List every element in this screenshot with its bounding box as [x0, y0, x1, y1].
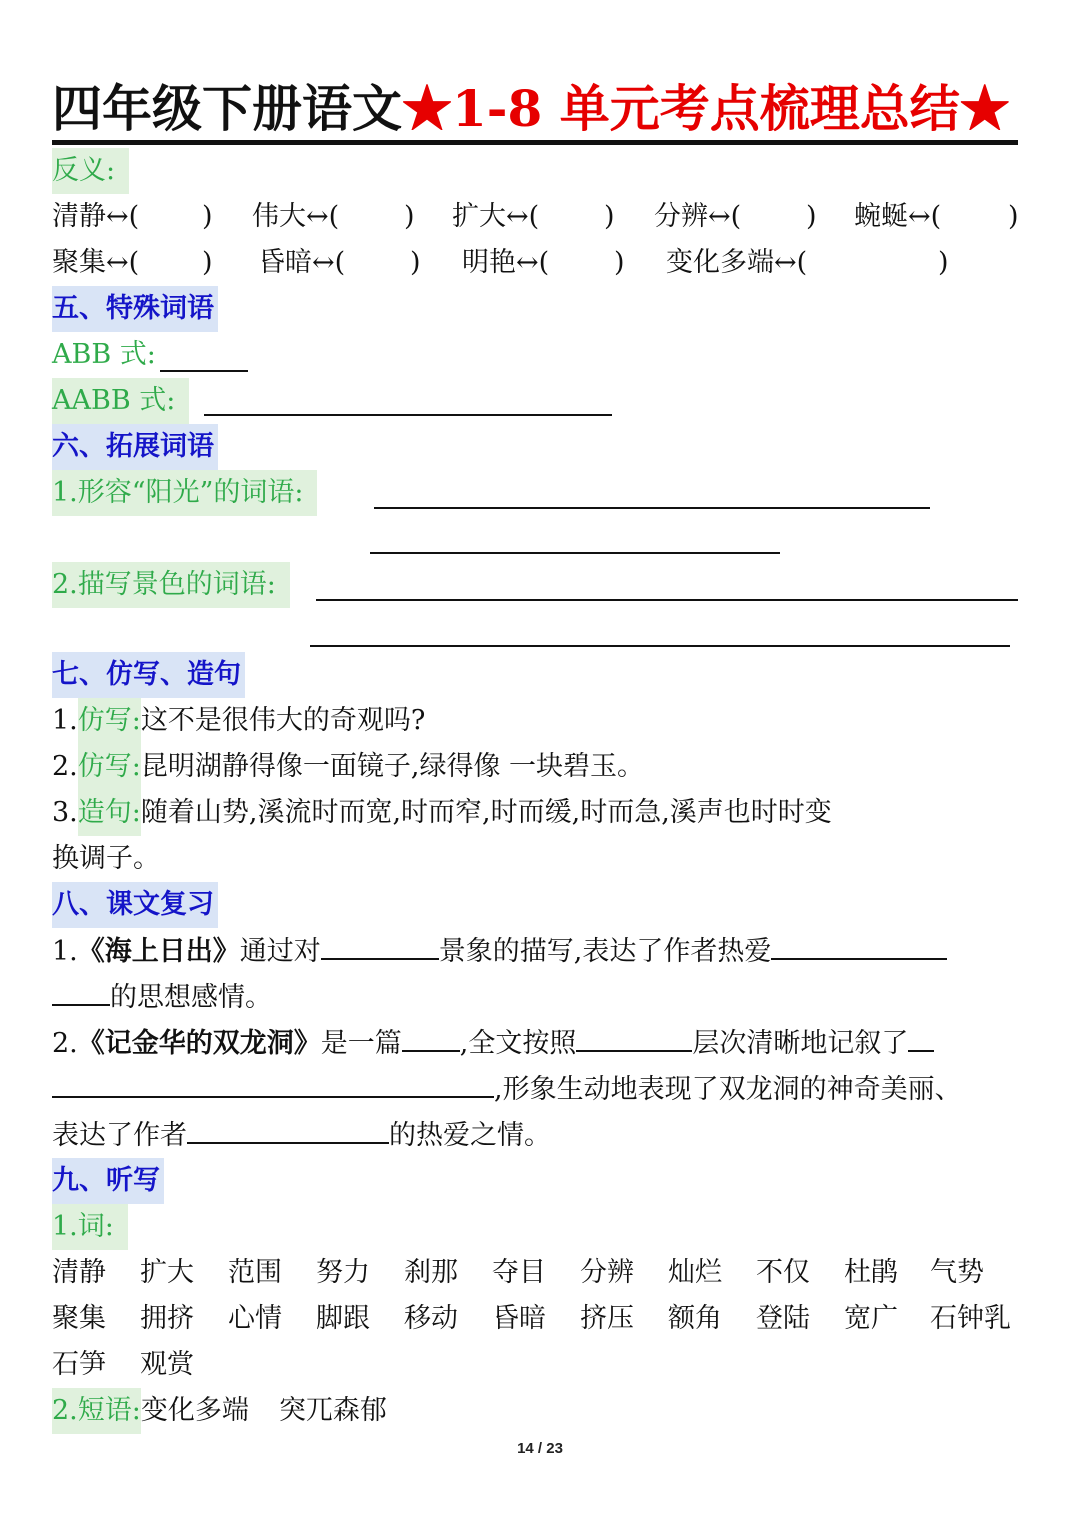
answer-blank[interactable]	[321, 928, 439, 960]
answer-blank[interactable]	[187, 1112, 389, 1144]
item-text: 换调子。	[52, 843, 160, 874]
question-text: 通过对	[239, 936, 321, 967]
antonym-close: )	[410, 247, 421, 278]
section6-heading-row	[52, 424, 218, 470]
answer-blank[interactable]	[576, 1020, 692, 1052]
section6-heading: 六、拓展词语	[52, 424, 218, 470]
antonyms-heading-row	[52, 148, 129, 194]
dictation-word: 刹那	[404, 1257, 458, 1288]
aabb-blank	[204, 414, 612, 416]
antonym-close: )	[806, 201, 817, 232]
review-q2	[52, 1020, 934, 1066]
dictation-word: 努力	[316, 1257, 370, 1288]
abb-blank	[160, 370, 248, 372]
antonym-close: )	[614, 247, 625, 278]
antonyms-heading: 反义:	[52, 148, 129, 194]
item-label: 造句:	[78, 790, 141, 836]
sunshine-blank-2	[370, 552, 780, 554]
dictation-word: 石笋	[52, 1349, 106, 1380]
answer-blank[interactable]	[771, 928, 947, 960]
imitation-item	[52, 744, 644, 790]
dictation-word: 分辨	[580, 1257, 634, 1288]
section5-heading: 五、特殊词语	[52, 286, 218, 332]
answer-blank[interactable]	[52, 1066, 494, 1098]
dictation-word: 脚跟	[316, 1303, 370, 1334]
words-row-2	[52, 1296, 1032, 1342]
phrases-label: 2.短语:	[52, 1388, 141, 1434]
dictation-word: 夺目	[492, 1257, 546, 1288]
aabb-label: AABB 式:	[52, 378, 189, 424]
dictation-word: 聚集	[52, 1303, 106, 1334]
review-q1	[52, 928, 947, 974]
section8-heading-row	[52, 882, 218, 928]
page-number: 14 / 23	[517, 1440, 563, 1457]
abb-row	[52, 332, 156, 378]
item-number: 1.	[52, 705, 78, 736]
dictation-word: 扩大	[140, 1257, 194, 1288]
item-number: 3.	[52, 797, 78, 828]
abb-label: ABB 式:	[52, 339, 156, 370]
antonym-item: 伟大↔(	[252, 201, 340, 232]
section9-heading: 九、听写	[52, 1158, 164, 1204]
sentence-item	[52, 790, 832, 836]
star-icon: ★	[959, 79, 1010, 138]
sunshine-words-row	[52, 470, 317, 516]
dictation-word: 石钟乳	[930, 1303, 1011, 1334]
page-title	[52, 78, 1018, 145]
item-text: 昆明湖静得像一面镜子,绿得像 一块碧玉。	[140, 751, 645, 782]
question-text: 是一篇	[320, 1028, 402, 1059]
antonym-close: )	[604, 201, 615, 232]
dictation-word: 杜鹃	[844, 1257, 898, 1288]
antonym-close: )	[202, 201, 213, 232]
antonym-item: 蜿蜒↔(	[854, 201, 942, 232]
dictation-word: 观赏	[140, 1349, 194, 1380]
antonym-item: 昏暗↔(	[258, 247, 346, 278]
words-row-3	[52, 1342, 352, 1388]
dictation-word: 移动	[404, 1303, 458, 1334]
antonym-close: )	[404, 201, 415, 232]
answer-blank[interactable]	[402, 1020, 460, 1052]
antonym-item: 明艳↔(	[462, 247, 550, 278]
title-main: 四年级下册语文	[52, 79, 402, 138]
words-row-1	[52, 1250, 1032, 1296]
item-number: 1.	[52, 936, 78, 967]
dictation-word: 范围	[228, 1257, 282, 1288]
star-icon: ★	[402, 79, 452, 138]
question-text: 的思想感情。	[110, 982, 272, 1013]
question-text: 层次清晰地记叙了	[692, 1028, 909, 1059]
words-label-row	[52, 1204, 128, 1250]
book-title: 《记金华的双龙洞》	[77, 1028, 321, 1059]
title-highlight: 1-8 单元考点梳理总结	[452, 79, 960, 138]
sunshine-words-label: 1.形容“阳光”的词语:	[52, 470, 317, 516]
item-number: 2.	[52, 1028, 78, 1059]
antonyms-row-1	[52, 194, 1032, 240]
question-text: 的热爱之情。	[389, 1120, 551, 1151]
antonyms-row-2	[52, 240, 1032, 286]
antonym-item: 变化多端↔(	[666, 247, 808, 278]
dictation-word: 气势	[930, 1257, 984, 1288]
antonym-close: )	[1008, 201, 1019, 232]
sunshine-blank-1	[374, 507, 930, 509]
dictation-word: 心情	[228, 1303, 282, 1334]
dictation-word: 额角	[668, 1303, 722, 1334]
dictation-word: 灿烂	[668, 1257, 722, 1288]
scenery-blank-1	[316, 599, 1018, 601]
scenery-blank-2	[310, 645, 1010, 647]
book-title: 《海上日出》	[77, 936, 240, 967]
dictation-word: 挤压	[580, 1303, 634, 1334]
item-label: 仿写:	[78, 744, 141, 790]
item-label: 仿写:	[78, 698, 141, 744]
item-number: 2.	[52, 751, 78, 782]
dictation-word: 拥挤	[140, 1303, 194, 1334]
sentence-item-cont	[52, 836, 160, 882]
section8-heading: 八、课文复习	[52, 882, 218, 928]
dictation-word: 宽广	[844, 1303, 898, 1334]
section9-heading-row	[52, 1158, 164, 1204]
question-text: 表达了作者	[52, 1120, 187, 1151]
question-text: 景象的描写,表达了作者热爱	[438, 936, 772, 967]
scenery-words-label: 2.描写景色的词语:	[52, 562, 290, 608]
antonym-item: 清静↔(	[52, 201, 140, 232]
antonym-item: 扩大↔(	[452, 201, 540, 232]
question-text: ,形象生动地表现了双龙洞的神奇美丽、	[494, 1074, 962, 1105]
phrases-row	[52, 1388, 652, 1434]
dictation-word: 不仅	[756, 1257, 810, 1288]
review-q2-cont	[52, 1066, 962, 1112]
title-underline	[52, 140, 1018, 142]
dictation-phrase: 突兀森郁	[278, 1395, 387, 1426]
antonym-item: 聚集↔(	[52, 247, 140, 278]
dictation-phrase: 变化多端	[140, 1395, 249, 1426]
section7-heading-row	[52, 652, 245, 698]
item-text: 随着山势,溪流时而宽,时而窄,时而缓,时而急,溪声也时时变	[140, 797, 832, 828]
answer-blank[interactable]	[908, 1020, 934, 1052]
scenery-words-row	[52, 562, 290, 608]
section7-heading: 七、仿写、造句	[52, 652, 245, 698]
review-q2-cont-2	[52, 1112, 551, 1158]
antonym-close: )	[202, 247, 213, 278]
antonym-item: 分辨↔(	[654, 201, 742, 232]
dictation-word: 登陆	[756, 1303, 810, 1334]
review-q1-cont	[52, 974, 272, 1020]
answer-blank[interactable]	[52, 974, 110, 1006]
dictation-word: 清静	[52, 1257, 106, 1288]
dictation-word: 昏暗	[492, 1303, 546, 1334]
item-text: 这不是很伟大的奇观吗?	[140, 705, 426, 736]
antonym-close: )	[938, 247, 949, 278]
question-text: ,全文按照	[459, 1028, 577, 1059]
aabb-row	[52, 378, 189, 424]
imitation-item	[52, 698, 425, 744]
section5-heading-row	[52, 286, 218, 332]
words-label: 1.词:	[52, 1204, 128, 1250]
